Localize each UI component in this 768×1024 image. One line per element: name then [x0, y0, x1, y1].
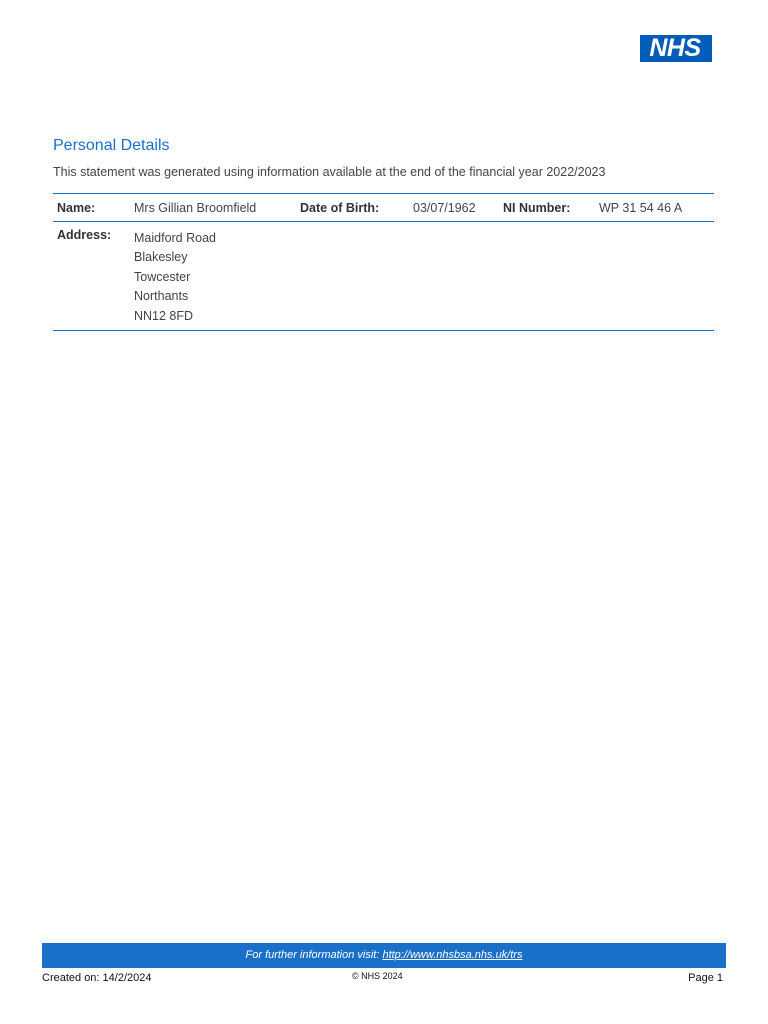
address-lines: [134, 229, 216, 326]
section-title: Personal Details: [53, 137, 170, 154]
details-row-identity: [53, 194, 714, 222]
address-line: NN12 8FD: [134, 308, 194, 323]
ni-value: WP 31 54 46 A: [599, 201, 683, 215]
personal-details-table: [53, 193, 714, 331]
address-label: Address:: [57, 228, 112, 242]
nhs-logo: NHS: [640, 35, 712, 62]
name-label: Name:: [57, 201, 96, 215]
dob-label: Date of Birth:: [300, 201, 380, 215]
ni-label: NI Number:: [503, 201, 571, 215]
address-line: Towcester: [134, 269, 191, 284]
created-date: Created on: 14/2/2024: [42, 972, 152, 984]
name-value: Mrs Gillian Broomfield: [134, 201, 257, 215]
address-line: Northants: [134, 289, 189, 304]
page-number: Page 1: [688, 972, 723, 984]
footer-info-link[interactable]: http://www.nhsbsa.nhs.uk/trs: [382, 949, 523, 961]
address-line: Maidford Road: [134, 231, 216, 245]
footer-info-bar: [42, 943, 726, 968]
statement-note: This statement was generated using information available at the end of the financial year 2022/2023: [53, 165, 606, 179]
details-row-address: [53, 222, 714, 330]
copyright: © NHS 2024: [352, 971, 403, 981]
dob-value: 03/07/1962: [413, 201, 476, 215]
footer-info-text: For further information visit:: [245, 949, 380, 961]
address-line: Blakesley: [134, 250, 188, 265]
